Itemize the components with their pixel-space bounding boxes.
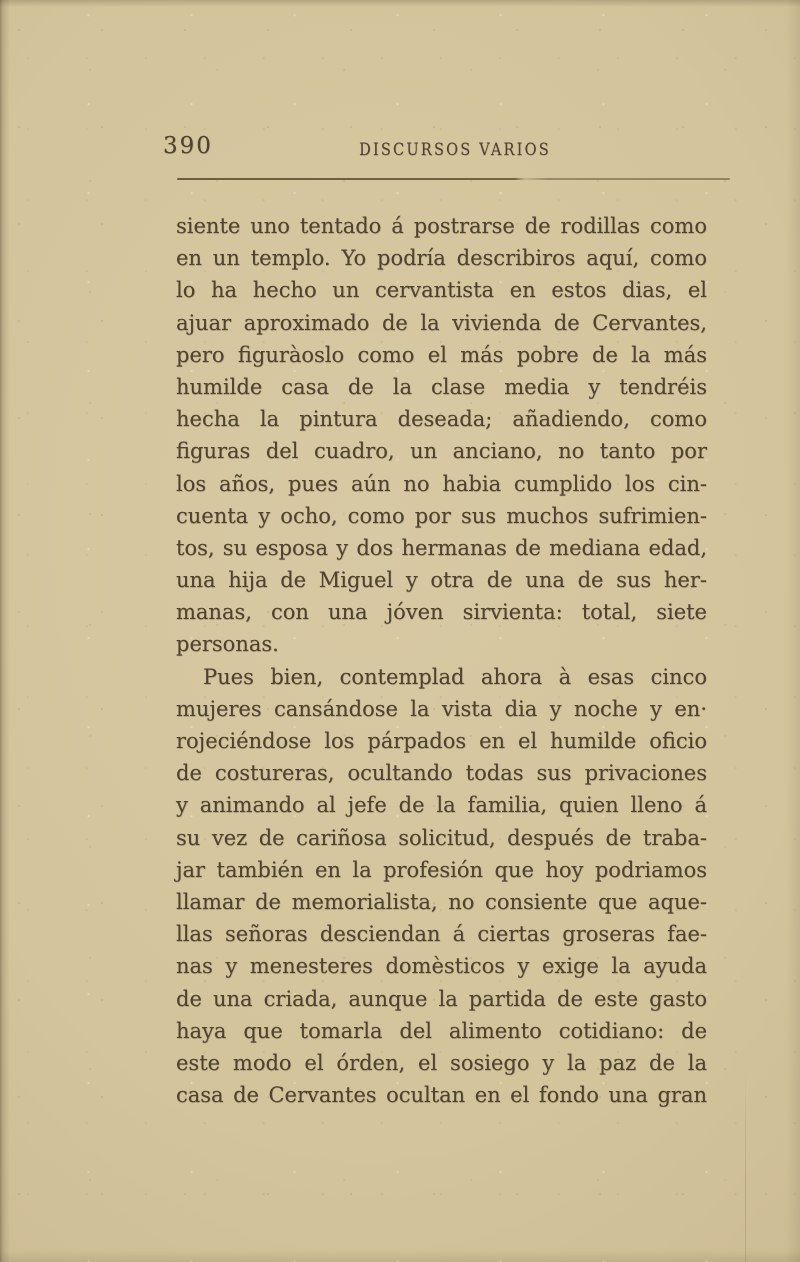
text-line: lo ha hecho un cervantista en estos dias, el: [176, 278, 707, 303]
text-line: mujeres cansándose la vista dia y noche y en·: [176, 696, 707, 721]
text-line: figuras del cuadro, un anciano, no tanto por: [176, 439, 707, 464]
text-line: una hija de Miguel y otra de una de sus her-: [176, 568, 707, 593]
text-line: nas y menesteres domèsticos y exige la ayuda: [176, 954, 707, 979]
text-line: y animando al jefe de la familia, quien lleno á: [176, 793, 707, 818]
text-block: [176, 210, 707, 1111]
text-line: siente uno tentado á postrarse de rodillas como: [176, 214, 707, 238]
text-line: pero figuràoslo como el más pobre de la más: [176, 342, 707, 367]
text-line: tos, su esposa y dos hermanas de mediana edad,: [176, 535, 707, 560]
text-line: casa de Cervantes ocultan en el fondo una gran: [176, 1083, 707, 1108]
text-line: manas, con una jóven sirvienta: total, siete: [176, 600, 707, 625]
text-line: este modo el órden, el sosiego y la paz de la: [176, 1050, 707, 1075]
text-line: de costureras, ocultando todas sus privaciones: [176, 761, 707, 786]
text-line-paragraph-end: personas.: [176, 632, 279, 657]
header-rule: [177, 178, 730, 180]
text-line: hecha la pintura deseada; añadiendo, como: [176, 407, 707, 432]
text-line: ajuar aproximado de la vivienda de Cervantes,: [176, 310, 707, 335]
text-line: haya que tomarla del alimento cotidiano: de: [176, 1018, 707, 1043]
running-title: DISCURSOS VARIOS: [359, 140, 551, 159]
text-line: su vez de cariñosa solicitud, después de traba-: [176, 825, 707, 850]
text-line: cuenta y ocho, como por sus muchos sufrimien-: [176, 503, 707, 528]
text-line: jar también en la profesión que hoy podriamos: [176, 857, 707, 882]
text-line: humilde casa de la clase media y tendréis: [176, 374, 707, 399]
text-line-paragraph-start: Pues bien, contemplad ahora à esas cinco: [203, 664, 707, 689]
text-line: de una criada, aunque la partida de este gasto: [176, 986, 707, 1011]
text-line: los años, pues aún no habia cumplido los cin-: [176, 471, 707, 496]
text-line: llas señoras desciendan á ciertas groseras fae-: [176, 922, 707, 947]
page-number: 390: [163, 133, 213, 159]
text-line: llamar de memorialista, no consiente que aque-: [176, 889, 707, 914]
scan-crease-artifact: [745, 1070, 746, 1262]
text-line: en un templo. Yo podría describiros aquí, como: [176, 246, 707, 271]
text-line: rojeciéndose los párpados en el humilde oficio: [176, 729, 707, 753]
